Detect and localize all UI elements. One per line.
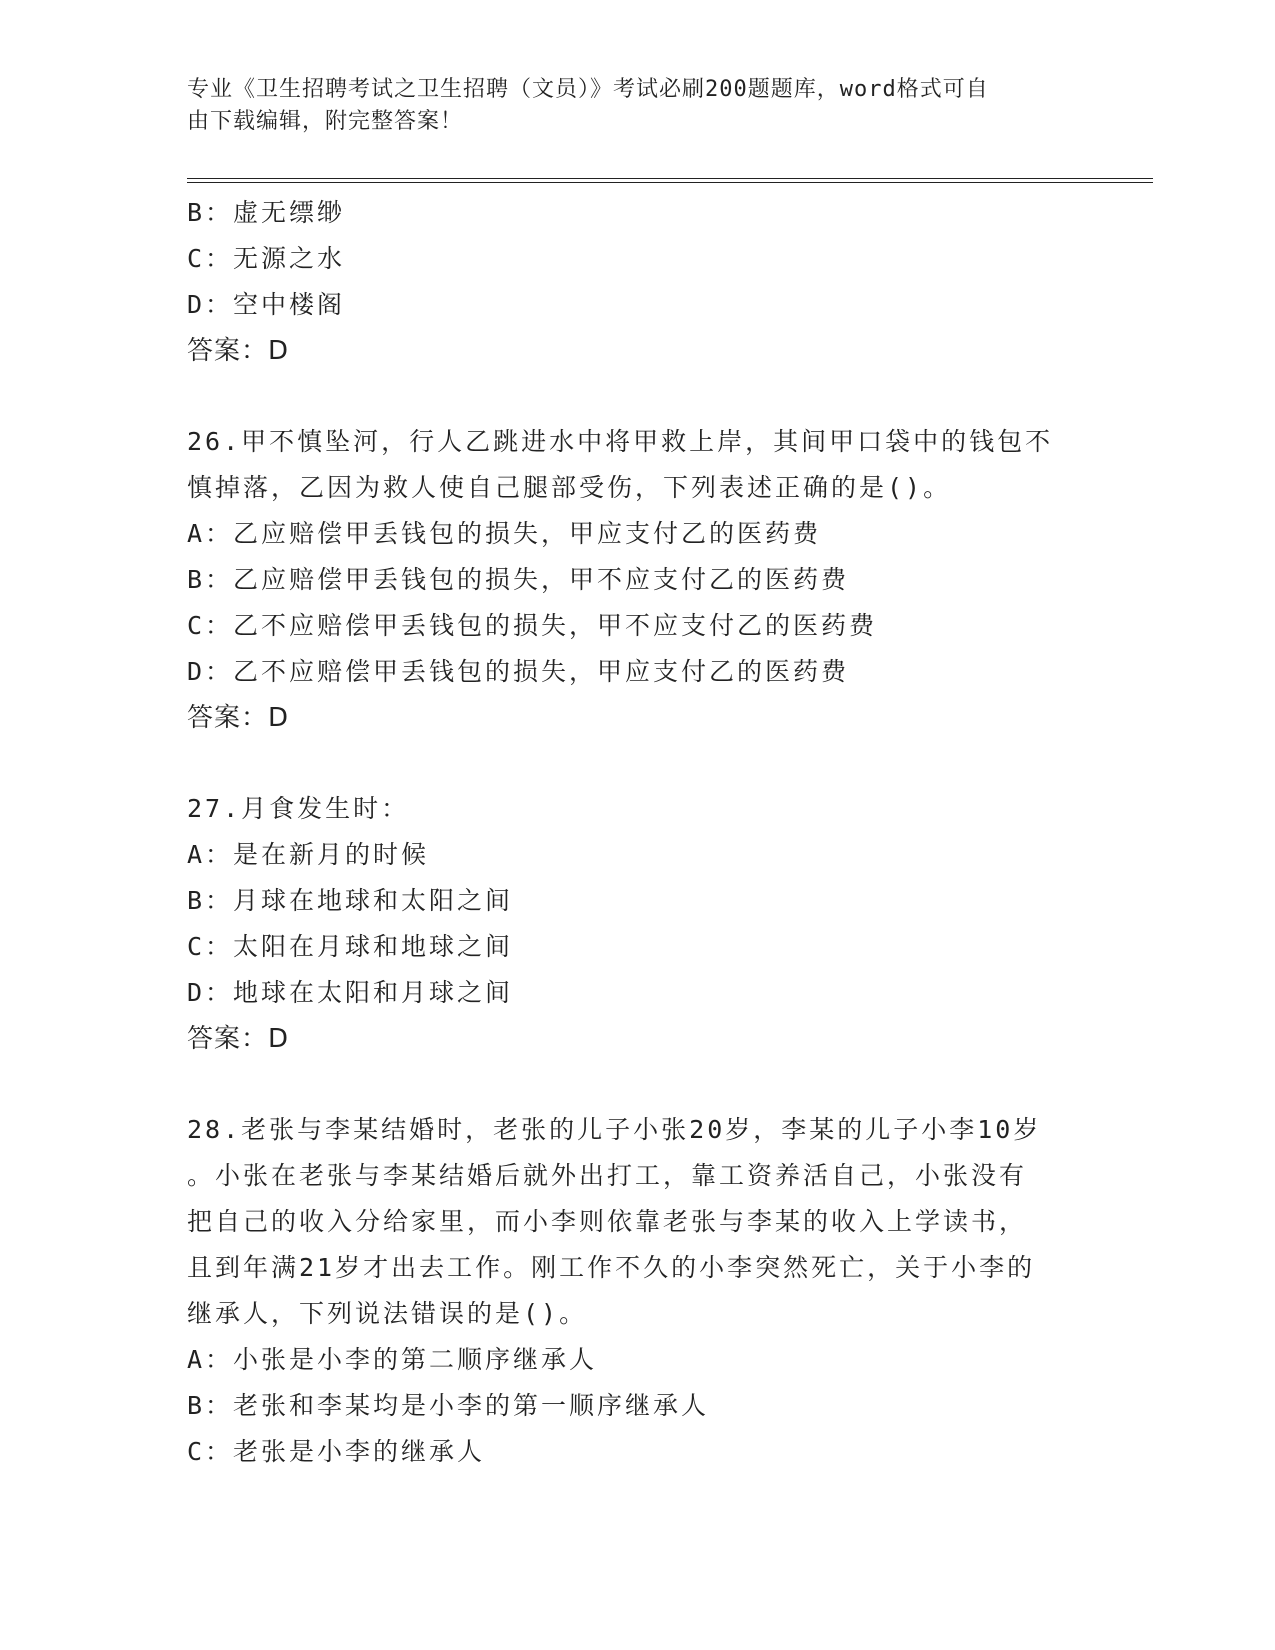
- answer-line: 答案：D: [187, 336, 290, 366]
- question-27: [187, 786, 1087, 1062]
- option-b: B：虚无缥缈: [187, 198, 346, 227]
- option-c: C：太阳在月球和地球之间: [187, 932, 514, 961]
- question-stem-line: 且到年满21岁才出去工作。刚工作不久的小李突然死亡，关于小李的: [187, 1253, 1036, 1282]
- option-c: C：无源之水: [187, 244, 346, 273]
- question-stem-line: 继承人，下列说法错误的是()。: [187, 1299, 588, 1328]
- spacer: [187, 374, 1087, 419]
- question-stem-line: 27.月食发生时：: [187, 794, 410, 823]
- question-stem-line: 26.甲不慎坠河，行人乙跳进水中将甲救上岸，其间甲口袋中的钱包不: [187, 427, 1054, 456]
- question-stem-line: 。小张在老张与李某结婚后就外出打工，靠工资养活自己，小张没有: [187, 1161, 1028, 1190]
- question-26: [187, 419, 1087, 741]
- question-list: [187, 190, 1087, 1475]
- header-title-line-2: 由下载编辑，附完整答案！: [187, 109, 464, 134]
- question-stem-line: 把自己的收入分给家里，而小李则依靠老张与李某的收入上学读书，: [187, 1207, 1028, 1236]
- answer-line: 答案：D: [187, 703, 290, 733]
- header-divider-bottom: [187, 182, 1153, 183]
- answer-line: 答案：D: [187, 1024, 290, 1054]
- option-d: D：地球在太阳和月球之间: [187, 978, 514, 1007]
- option-b: B：老张和李某均是小李的第一顺序继承人: [187, 1391, 710, 1420]
- question-stem-line: 慎掉落，乙因为救人使自己腿部受伤，下列表述正确的是()。: [187, 473, 952, 502]
- question-25-tail: [187, 190, 1087, 374]
- spacer: [187, 741, 1087, 786]
- option-d: D：空中楼阁: [187, 290, 346, 319]
- option-a: A：乙应赔偿甲丢钱包的损失，甲应支付乙的医药费: [187, 519, 822, 548]
- option-c: C：乙不应赔偿甲丢钱包的损失，甲不应支付乙的医药费: [187, 611, 878, 640]
- option-d: D：乙不应赔偿甲丢钱包的损失，甲应支付乙的医药费: [187, 657, 850, 686]
- header-title-line-1: 专业《卫生招聘考试之卫生招聘（文员）》考试必刷200题题库，word格式可自: [187, 77, 989, 102]
- option-b: B：乙应赔偿甲丢钱包的损失，甲不应支付乙的医药费: [187, 565, 850, 594]
- option-b: B：月球在地球和太阳之间: [187, 886, 514, 915]
- spacer: [187, 1062, 1087, 1107]
- option-a: A：小张是小李的第二顺序继承人: [187, 1345, 598, 1374]
- question-28: [187, 1107, 1087, 1475]
- document-header: [187, 74, 1067, 138]
- option-c: C：老张是小李的继承人: [187, 1437, 486, 1466]
- question-stem-line: 28.老张与李某结婚时，老张的儿子小张20岁，李某的儿子小李10岁: [187, 1115, 1042, 1144]
- option-a: A：是在新月的时候: [187, 840, 430, 869]
- header-divider-top: [187, 178, 1153, 179]
